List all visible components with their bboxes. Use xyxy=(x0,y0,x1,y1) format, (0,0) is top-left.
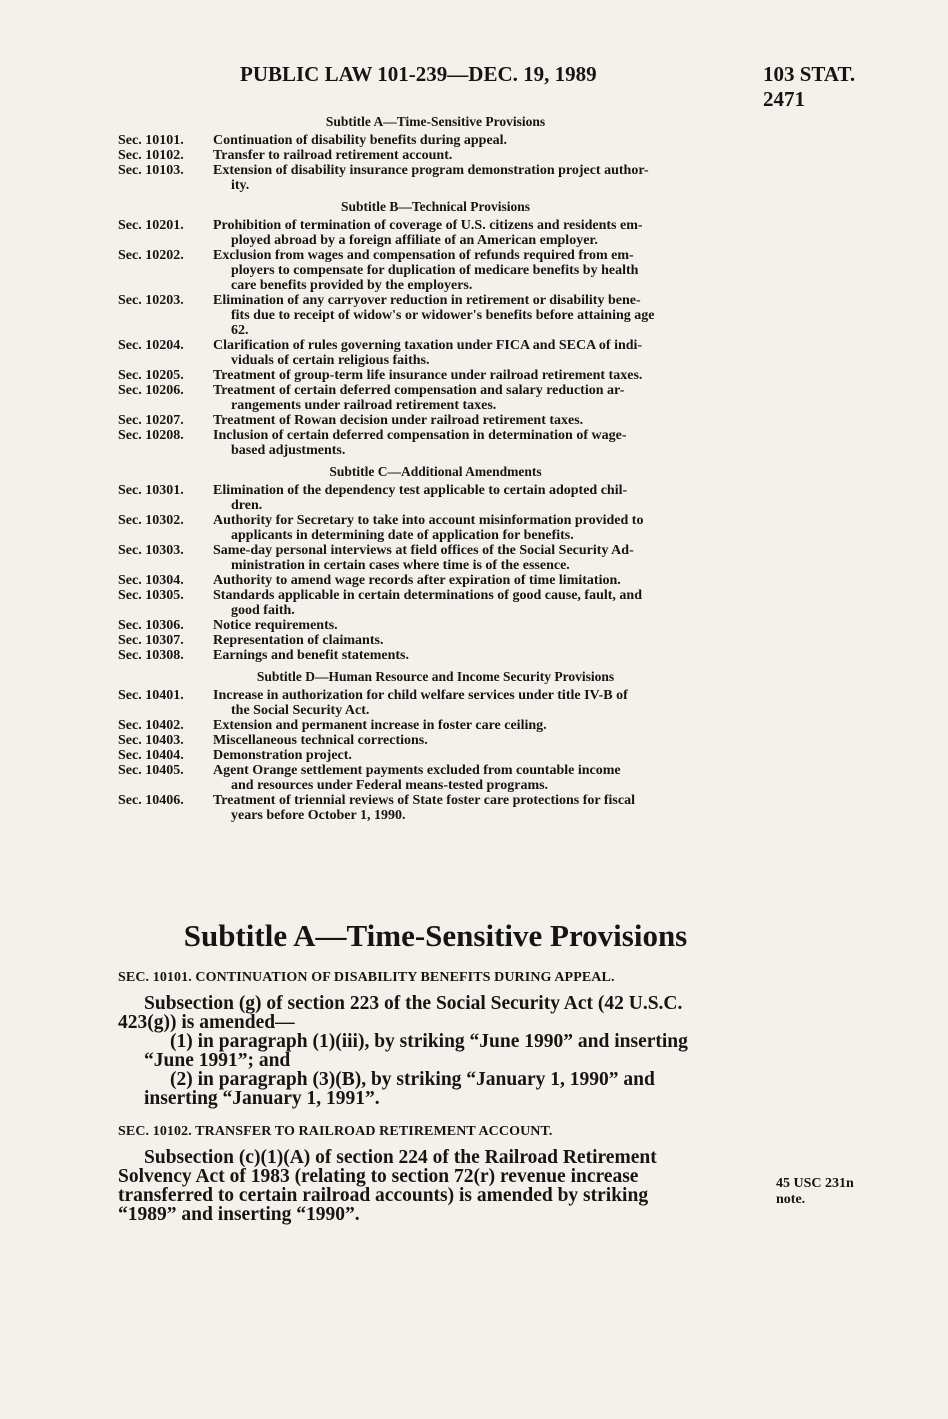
toc-entry-line: Elimination of the dependency test applicable to certain adopted chil- xyxy=(213,483,628,498)
toc-entry-line: Transfer to railroad retirement account. xyxy=(213,148,453,163)
toc-entry-line: Miscellaneous technical corrections. xyxy=(213,733,428,748)
toc-entry-number: Sec. 10207. xyxy=(118,413,184,428)
toc-entry-line: Extension of disability insurance program demonstration project author- xyxy=(213,163,649,178)
body-line: transferred to certain railroad accounts) is amended by striking xyxy=(118,1185,649,1206)
section-heading-10101: SEC. 10101. CONTINUATION OF DISABILITY BENEFITS DURING APPEAL. xyxy=(118,970,615,985)
margin-note-line: 45 USC 231n xyxy=(776,1176,854,1191)
body-line: “June 1991”; and xyxy=(144,1050,291,1071)
toc-entry-title xyxy=(213,513,753,543)
body-line: 423(g)) is amended— xyxy=(118,1012,295,1033)
toc-entry xyxy=(118,218,753,248)
toc-entry-line: Standards applicable in certain determinations of good cause, fault, and xyxy=(213,588,642,603)
toc-entry xyxy=(118,748,753,763)
toc-entry-number: Sec. 10406. xyxy=(118,793,184,808)
toc-entry-line: good faith. xyxy=(231,603,295,618)
toc-entry-number: Sec. 10101. xyxy=(118,133,184,148)
toc-entry-number: Sec. 10304. xyxy=(118,573,184,588)
toc-entry xyxy=(118,718,753,733)
toc-entry-title xyxy=(213,133,753,148)
body-line: Solvency Act of 1983 (relating to section 72(r) revenue increase xyxy=(118,1166,639,1187)
body-line: (1) in paragraph (1)(iii), by striking “June 1990” and inserting xyxy=(170,1031,688,1052)
toc-entry xyxy=(118,588,753,618)
toc-entry-number: Sec. 10402. xyxy=(118,718,184,733)
toc-entry-line: Authority for Secretary to take into account misinformation provided to xyxy=(213,513,644,528)
toc-heading-subtitle-b: Subtitle B—Technical Provisions xyxy=(340,199,531,214)
body-line: inserting “January 1, 1991”. xyxy=(144,1088,380,1109)
toc-entry-line: applicants in determining date of application for benefits. xyxy=(231,528,574,543)
toc-entry-line: Continuation of disability benefits during appeal. xyxy=(213,133,508,148)
running-head-page-citation: 103 STAT. 2471 xyxy=(763,62,856,111)
toc-entry xyxy=(118,148,753,163)
toc-entry-title xyxy=(213,413,753,428)
toc-entry-line: Clarification of rules governing taxation under FICA and SECA of indi- xyxy=(213,338,643,353)
toc-entry-title xyxy=(213,293,753,338)
toc-entry xyxy=(118,163,753,193)
toc-entry-title xyxy=(213,763,753,793)
body-line: Subsection (c)(1)(A) of section 224 of the Railroad Retirement xyxy=(144,1147,657,1168)
toc-entry-title xyxy=(213,688,753,718)
toc-entry xyxy=(118,763,753,793)
toc-entry-line: ployed abroad by a foreign affiliate of an American employer. xyxy=(231,233,598,248)
toc-entry xyxy=(118,513,753,543)
toc-entry-line: and resources under Federal means-tested programs. xyxy=(231,778,549,793)
body-line: (2) in paragraph (3)(B), by striking “January 1, 1990” and xyxy=(170,1069,655,1090)
toc-entry-number: Sec. 10404. xyxy=(118,748,184,763)
toc-entry-line: Treatment of Rowan decision under railroad retirement taxes. xyxy=(213,413,584,428)
toc-entry xyxy=(118,543,753,573)
toc-entry-line: Prohibition of termination of coverage of U.S. citizens and residents em- xyxy=(213,218,643,233)
toc-entry-number: Sec. 10302. xyxy=(118,513,184,528)
toc-entry xyxy=(118,573,753,588)
toc-entry-line: based adjustments. xyxy=(231,443,346,458)
toc-entry-line: 62. xyxy=(231,323,249,338)
toc-entry-title xyxy=(213,483,753,513)
toc-entry xyxy=(118,338,753,368)
toc-entry-line: ployers to compensate for duplication of medicare benefits by health xyxy=(231,263,639,278)
toc-entry-line: the Social Security Act. xyxy=(231,703,370,718)
toc-heading-subtitle-a: Subtitle A—Time-Sensitive Provisions xyxy=(325,114,546,129)
toc-entry-line: ity. xyxy=(231,178,250,193)
toc-entry xyxy=(118,793,753,823)
toc-entry-number: Sec. 10208. xyxy=(118,428,184,443)
toc-entry-line: Agent Orange settlement payments excluded from countable income xyxy=(213,763,621,778)
toc-entry-title xyxy=(213,588,753,618)
toc-entry-title xyxy=(213,383,753,413)
toc-entry xyxy=(118,688,753,718)
toc-entry-title xyxy=(213,163,753,193)
section-body-10101 xyxy=(118,994,758,1108)
toc-entry-title xyxy=(213,543,753,573)
toc-entry-line: Representation of claimants. xyxy=(213,633,384,648)
toc-entry-title xyxy=(213,248,753,293)
toc-entry-number: Sec. 10307. xyxy=(118,633,184,648)
toc-entry-number: Sec. 10401. xyxy=(118,688,184,703)
toc-entry xyxy=(118,413,753,428)
toc-entry-title xyxy=(213,718,753,733)
toc-entry-number: Sec. 10201. xyxy=(118,218,184,233)
toc-entry-number: Sec. 10308. xyxy=(118,648,184,663)
toc-entry-line: Authority to amend wage records after expiration of time limitation. xyxy=(213,573,621,588)
toc-entry-line: Earnings and benefit statements. xyxy=(213,648,410,663)
toc-entry-number: Sec. 10405. xyxy=(118,763,184,778)
toc-entry-title xyxy=(213,748,753,763)
toc-entry-line: care benefits provided by the employers. xyxy=(231,278,473,293)
subtitle-heading: Subtitle A—Time-Sensitive Provisions xyxy=(183,918,688,953)
toc-entry-title xyxy=(213,733,753,748)
toc-entry-line: Exclusion from wages and compensation of refunds required from em- xyxy=(213,248,634,263)
toc-entry-number: Sec. 10301. xyxy=(118,483,184,498)
toc-entry-title xyxy=(213,633,753,648)
toc-entry-line: viduals of certain religious faiths. xyxy=(231,353,430,368)
toc-entry xyxy=(118,133,753,148)
toc-entry-number: Sec. 10103. xyxy=(118,163,184,178)
toc-entry-line: ministration in certain cases where time is of the essence. xyxy=(231,558,570,573)
toc-entry-line: Treatment of group-term life insurance under railroad retirement taxes. xyxy=(213,368,643,383)
toc-entry xyxy=(118,248,753,293)
toc-entry-title xyxy=(213,428,753,458)
toc-entry-title xyxy=(213,148,753,163)
toc-heading-subtitle-c: Subtitle C—Additional Amendments xyxy=(329,464,542,479)
toc-entry-line: Extension and permanent increase in foster care ceiling. xyxy=(213,718,547,733)
toc-entry-line: Demonstration project. xyxy=(213,748,352,763)
toc-entry-line: rangements under railroad retirement taxes. xyxy=(231,398,497,413)
toc-entry-line: Notice requirements. xyxy=(213,618,338,633)
section-body-10102 xyxy=(118,1148,758,1224)
toc-entry xyxy=(118,293,753,338)
toc-entry xyxy=(118,483,753,513)
toc-entry-title xyxy=(213,648,753,663)
toc-entry xyxy=(118,383,753,413)
toc-entry-line: Elimination of any carryover reduction in retirement or disability bene- xyxy=(213,293,641,308)
toc-entry-line: Treatment of triennial reviews of State foster care protections for fiscal xyxy=(213,793,635,808)
toc-entry-line: Increase in authorization for child welfare services under title IV-B of xyxy=(213,688,628,703)
toc-entry-title xyxy=(213,218,753,248)
margin-note-citation xyxy=(776,1176,886,1208)
toc-entry xyxy=(118,618,753,633)
toc-entry-line: dren. xyxy=(231,498,263,513)
margin-note-line: note. xyxy=(776,1192,806,1207)
toc-heading-subtitle-d: Subtitle D—Human Resource and Income Security Provisions xyxy=(256,669,615,684)
table-of-contents xyxy=(118,108,753,823)
toc-entry-line: Inclusion of certain deferred compensation in determination of wage- xyxy=(213,428,627,443)
toc-entry xyxy=(118,633,753,648)
toc-entry-number: Sec. 10303. xyxy=(118,543,184,558)
toc-entry-number: Sec. 10102. xyxy=(118,148,184,163)
body-line: Subsection (g) of section 223 of the Social Security Act (42 U.S.C. xyxy=(144,993,683,1014)
toc-entry xyxy=(118,428,753,458)
toc-entry-number: Sec. 10203. xyxy=(118,293,184,308)
toc-entry-number: Sec. 10306. xyxy=(118,618,184,633)
toc-entry xyxy=(118,368,753,383)
toc-entry-title xyxy=(213,618,753,633)
toc-entry-line: Same-day personal interviews at field offices of the Social Security Ad- xyxy=(213,543,634,558)
running-head-law: PUBLIC LAW 101-239—DEC. 19, 1989 xyxy=(240,62,597,86)
toc-entry-number: Sec. 10205. xyxy=(118,368,184,383)
toc-entry-title xyxy=(213,368,753,383)
toc-entry-number: Sec. 10204. xyxy=(118,338,184,353)
toc-entry xyxy=(118,733,753,748)
toc-entry-line: fits due to receipt of widow's or widower's benefits before attaining age xyxy=(231,308,655,323)
running-head xyxy=(240,62,890,111)
body-line: “1989” and inserting “1990”. xyxy=(118,1204,360,1225)
toc-entry-number: Sec. 10403. xyxy=(118,733,184,748)
toc-entry-title xyxy=(213,793,753,823)
toc-entry-title xyxy=(213,573,753,588)
toc-entry-title xyxy=(213,338,753,368)
toc-entry-line: Treatment of certain deferred compensation and salary reduction ar- xyxy=(213,383,625,398)
toc-entry xyxy=(118,648,753,663)
section-heading-10102: SEC. 10102. TRANSFER TO RAILROAD RETIREMENT ACCOUNT. xyxy=(118,1124,553,1139)
toc-entry-number: Sec. 10206. xyxy=(118,383,184,398)
toc-entry-line: years before October 1, 1990. xyxy=(231,808,406,823)
toc-entry-number: Sec. 10305. xyxy=(118,588,184,603)
toc-entry-number: Sec. 10202. xyxy=(118,248,184,263)
